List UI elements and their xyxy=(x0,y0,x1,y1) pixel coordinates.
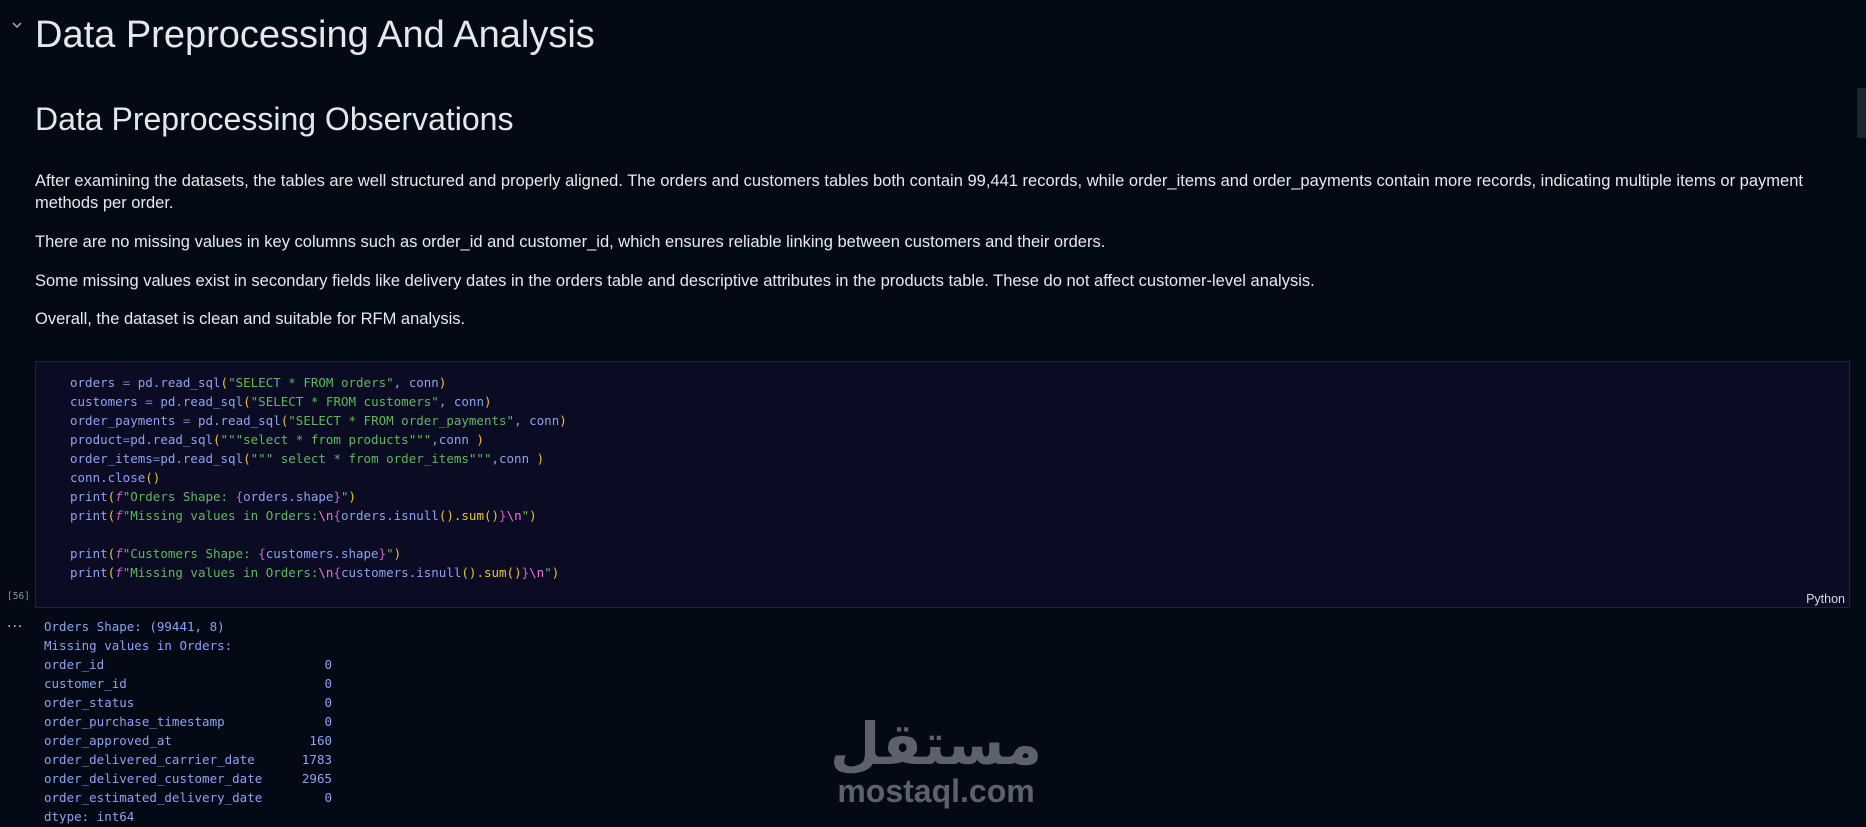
code-token: f xyxy=(115,546,123,561)
code-token: = xyxy=(145,394,161,409)
code-token: ) xyxy=(529,508,537,523)
output-row xyxy=(44,731,332,750)
code-token: ) xyxy=(536,451,545,466)
code-token: order_payments xyxy=(70,413,183,428)
code-token: ( xyxy=(107,489,116,504)
code-token: "SELECT * FROM order_payments" xyxy=(288,413,515,428)
collapse-chevron-icon[interactable] xyxy=(9,17,25,33)
code-token: ) xyxy=(559,413,567,428)
code-token: ) xyxy=(476,432,484,447)
code-token: , conn xyxy=(393,375,439,390)
code-line xyxy=(70,563,567,582)
code-token: conn.close xyxy=(70,470,146,485)
code-token: print xyxy=(70,508,108,523)
code-token: { xyxy=(333,508,341,523)
code-token: ( xyxy=(213,432,221,447)
language-label[interactable]: Python xyxy=(1806,592,1845,606)
code-token: customers xyxy=(70,394,146,409)
code-token: ,conn xyxy=(431,432,477,447)
code-line xyxy=(70,487,567,506)
code-line xyxy=(70,468,567,487)
mostaql-watermark xyxy=(821,710,1051,809)
output-missing-count: 0 xyxy=(324,714,332,729)
code-token: { xyxy=(258,546,266,561)
code-token: """select * from products""" xyxy=(220,432,432,447)
output-missing-count: 0 xyxy=(324,695,332,710)
code-token: f xyxy=(115,565,123,580)
code-token: orders xyxy=(70,375,123,390)
code-token: ) xyxy=(348,489,357,504)
output-missing-count: 2965 xyxy=(301,771,332,786)
code-token: customers.shape xyxy=(265,546,379,561)
code-token: pd.read_sql xyxy=(160,394,244,409)
code-line xyxy=(70,544,567,563)
code-token: ().sum() xyxy=(438,508,500,523)
code-token: ) xyxy=(393,546,402,561)
output-row xyxy=(44,788,332,807)
output-missing-count: 160 xyxy=(309,733,332,748)
code-token: \n xyxy=(506,508,522,523)
code-token: \n xyxy=(529,565,545,580)
code-token: ) xyxy=(551,565,560,580)
code-token: print xyxy=(70,565,108,580)
code-token: f xyxy=(115,489,123,504)
code-token: customers.isnull xyxy=(340,565,462,580)
paragraph-missing-secondary: Some missing values exist in secondary fields like delivery dates in the orders table and descriptive attributes in the products table. These do not affect customer-level analysis. xyxy=(35,272,1315,290)
execution-count: [56] xyxy=(7,591,30,602)
code-token: = xyxy=(122,432,131,447)
output-column-name: order_estimated_delivery_date xyxy=(44,790,263,805)
code-token: "SELECT * FROM orders" xyxy=(228,375,394,390)
code-token: { xyxy=(235,489,244,504)
code-token: ( xyxy=(280,413,289,428)
code-token: product xyxy=(70,432,123,447)
code-token: " xyxy=(386,546,394,561)
code-token: " xyxy=(521,508,530,523)
output-column-name: order_status xyxy=(44,695,135,710)
code-token: } xyxy=(499,508,507,523)
output-column-name: order_purchase_timestamp xyxy=(44,714,225,729)
code-token: pd.read_sql xyxy=(130,432,214,447)
output-dtype: dtype: int64 xyxy=(44,809,135,824)
code-token: \n xyxy=(318,565,334,580)
code-token: pd.read_sql xyxy=(197,413,281,428)
code-token: ( xyxy=(243,451,251,466)
code-token: = xyxy=(182,413,198,428)
code-token: , conn xyxy=(438,394,484,409)
scrollbar-thumb[interactable] xyxy=(1857,88,1866,138)
cell-output xyxy=(44,617,332,826)
code-token: () xyxy=(145,470,161,485)
code-token: ( xyxy=(107,546,116,561)
output-column-name: order_id xyxy=(44,657,105,672)
code-line xyxy=(70,449,567,468)
output-column-name: order_delivered_carrier_date xyxy=(44,752,255,767)
output-column-name: customer_id xyxy=(44,676,127,691)
code-token: { xyxy=(333,565,341,580)
code-token: "SELECT * FROM customers" xyxy=(250,394,439,409)
output-row xyxy=(44,693,332,712)
code-token: \n xyxy=(318,508,334,523)
code-token: orders.isnull xyxy=(340,508,439,523)
code-line xyxy=(70,373,567,392)
code-token: "Missing values in Orders: xyxy=(122,508,319,523)
paragraph-missing-key: There are no missing values in key columns such as order_id and customer_id, which ensures reliable linking between customers and their orders. xyxy=(35,233,1106,251)
section-heading: Data Preprocessing And Analysis xyxy=(35,14,595,56)
code-line xyxy=(70,525,567,544)
code-line xyxy=(70,411,567,430)
code-line xyxy=(70,506,567,525)
output-row xyxy=(44,674,332,693)
code-token: pd.read_sql xyxy=(160,451,244,466)
code-token: "Missing values in Orders: xyxy=(122,565,319,580)
paragraph-conclusion: Overall, the dataset is clean and suitable for RFM analysis. xyxy=(35,310,466,328)
code-line xyxy=(70,392,567,411)
code-cell[interactable] xyxy=(35,361,1850,608)
code-token: } xyxy=(333,489,341,504)
code-token: ) xyxy=(438,375,447,390)
code-token: ,conn xyxy=(491,451,537,466)
output-missing-count: 1783 xyxy=(301,752,332,767)
code-token: " xyxy=(340,489,349,504)
code-token: "Orders Shape: xyxy=(122,489,236,504)
code-token: = xyxy=(152,451,161,466)
paragraph-records: After examining the datasets, the tables are well structured and properly aligned. The orders and customers tables both contain 99,441 records, while order_items and order_payments contain more records, indicating multiple items or payment methods per order. xyxy=(35,172,1803,212)
code-token: = xyxy=(122,375,138,390)
output-more-icon[interactable]: ... xyxy=(7,614,24,631)
output-row xyxy=(44,750,332,769)
watermark-latin: mostaql.com xyxy=(837,773,1035,809)
code-token: pd.read_sql xyxy=(137,375,221,390)
code-token: ( xyxy=(107,565,116,580)
code-token: ().sum() xyxy=(461,565,522,580)
code-token: ) xyxy=(483,394,492,409)
code-token: f xyxy=(115,508,123,523)
code-token: "Customers Shape: xyxy=(122,546,259,561)
code-token: order_items xyxy=(70,451,153,466)
output-missing-count: 0 xyxy=(324,790,332,805)
code-token: " xyxy=(544,565,552,580)
code-token: orders.shape xyxy=(243,489,334,504)
output-row xyxy=(44,712,332,731)
code-token: ( xyxy=(243,394,251,409)
output-column-name: order_delivered_customer_date xyxy=(44,771,263,786)
output-row xyxy=(44,655,332,674)
code-line xyxy=(70,430,567,449)
output-line: Orders Shape: (99441, 8) xyxy=(44,619,225,634)
code-token: ( xyxy=(220,375,229,390)
code-token: } xyxy=(378,546,387,561)
code-token: print xyxy=(70,546,108,561)
code-token: } xyxy=(521,565,530,580)
code-token: """ select * from order_items""" xyxy=(250,451,492,466)
code-editor[interactable] xyxy=(70,373,567,582)
output-row xyxy=(44,769,332,788)
output-column-name: order_approved_at xyxy=(44,733,172,748)
output-missing-count: 0 xyxy=(324,676,332,691)
code-token: print xyxy=(70,489,108,504)
subsection-heading: Data Preprocessing Observations xyxy=(35,101,514,137)
watermark-arabic: مستقل xyxy=(829,710,1043,778)
code-token: ( xyxy=(107,508,116,523)
code-token: , conn xyxy=(514,413,560,428)
output-line: Missing values in Orders: xyxy=(44,638,233,653)
output-missing-count: 0 xyxy=(324,657,332,672)
